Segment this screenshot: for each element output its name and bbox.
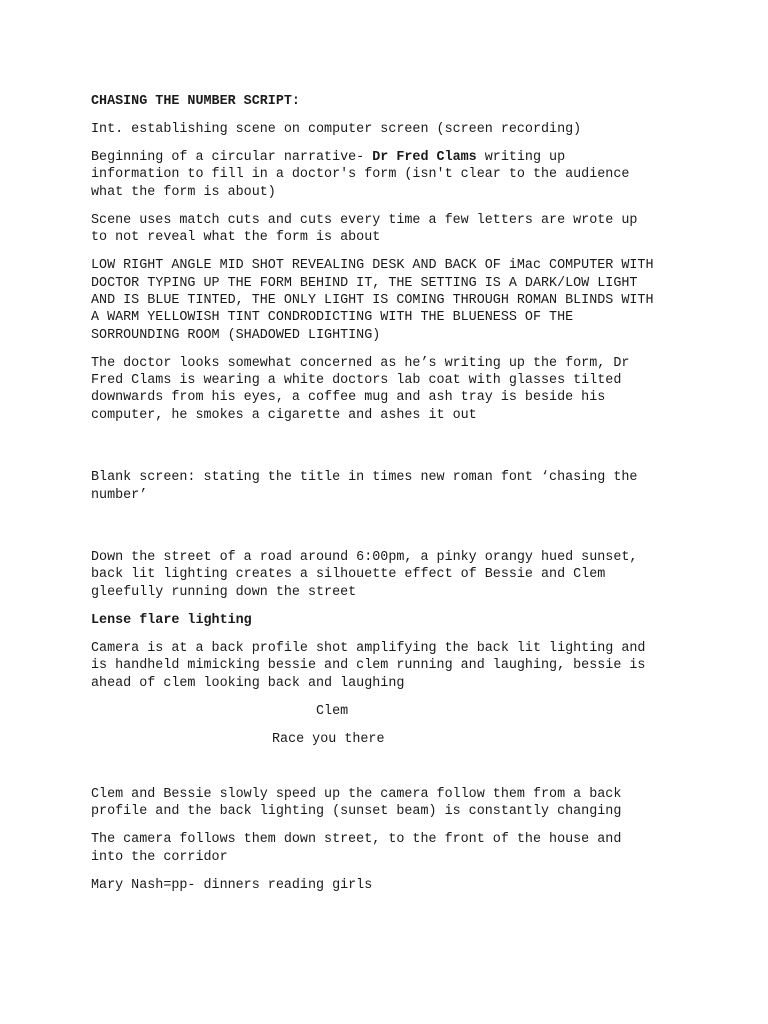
paragraph-speed-up: Clem and Bessie slowly speed up the camera follow them from a back profile and the back lighting (sunset beam) is constantly changing: [91, 786, 622, 820]
character-name-bold: Dr Fred Clams: [372, 149, 477, 165]
paragraph-blank-screen: Blank screen: stating the title in times new roman font ‘chasing the number’: [91, 470, 638, 503]
paragraph-narrative: Beginning of a circular narrative- Dr Fred Clams writing up information to fill in a doctor's form (isn't clear to the audience what the form is about): [91, 149, 630, 200]
paragraph-street: Down the street of a road around 6:00pm, a pinky orangy hued sunset, back lit lighting creates a silhouette effect of Bessie and Clem gleefully running down the street: [91, 550, 638, 600]
lighting-heading: Lense flare lighting: [91, 612, 252, 628]
script-title: CHASING THE NUMBER SCRIPT:: [91, 94, 300, 109]
paragraph-mary-nash: Mary Nash=pp- dinners reading girls: [91, 877, 373, 893]
paragraph-shot-description: LOW RIGHT ANGLE MID SHOT REVEALING DESK AND BACK OF iMac COMPUTER WITH DOCTOR TYPING UP THE FORM BEHIND IT, THE SETTING IS A DARK/LOW LIGHT AND IS BLUE TINTED, THE ONLY LIGHT IS COMING THROUGH ROMAN BLINDS WITH A WARM YELLOWISH TINT CONDRODICTING WITH THE BLUENESS OF THE SORROUNDING ROOM (SHADOWED LIGHTING): [91, 258, 654, 343]
dialogue-line: Race you there: [272, 731, 385, 747]
paragraph-match-cuts: Scene uses match cuts and cuts every time a few letters are wrote up to not reveal what the form is about: [91, 212, 638, 246]
paragraph-camera-profile: Camera is at a back profile shot amplifying the back lit lighting and is handheld mimicking bessie and clem running and laughing, bessie is ahead of clem looking back and laughing: [91, 640, 646, 691]
paragraph-corridor: The camera follows them down street, to the front of the house and into the corridor: [91, 832, 622, 865]
paragraph-doctor: The doctor looks somewhat concerned as he’s writing up the form, Dr Fred Clams is wearing a white doctors lab coat with glasses tilted downwards from his eyes, a coffee mug and ash tray is beside his computer, he smokes a cigarette and ashes it out: [91, 355, 630, 423]
paragraph-establishing: Int. establishing scene on computer screen (screen recording): [91, 121, 582, 137]
script-body: [91, 93, 691, 894]
dialogue-character: Clem: [316, 703, 349, 719]
